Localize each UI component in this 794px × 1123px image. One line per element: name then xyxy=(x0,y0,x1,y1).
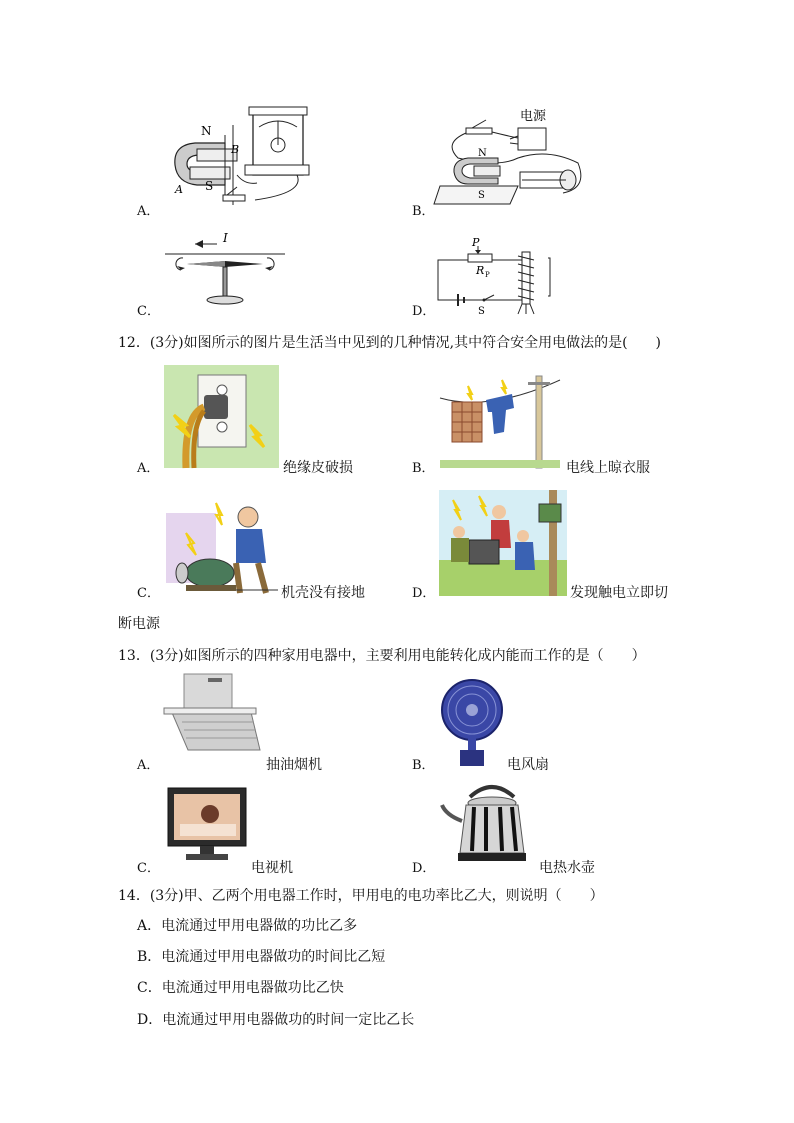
label-s: S xyxy=(478,306,485,317)
q14-stem: 14．(3分)甲、乙两个用电器工作时，甲用电的电功率比乙大，则说明（ ） xyxy=(118,888,604,904)
q12-caption-c: 机壳没有接地 xyxy=(281,585,365,601)
q13-caption-d: 电热水壶 xyxy=(539,860,595,876)
q11-option-a[interactable]: A． xyxy=(137,204,160,219)
q11-fig-d-electromagnet-diagram xyxy=(438,236,563,317)
q13-image-c-television xyxy=(166,786,248,864)
q12-caption-b: 电线上晾衣服 xyxy=(566,460,650,476)
q13-option-c[interactable]: C． xyxy=(137,861,160,876)
q13-caption-c: 电视机 xyxy=(251,860,293,876)
q12-image-d-cut-power xyxy=(439,490,567,596)
q11-fig-c-oersted-diagram xyxy=(165,228,290,313)
label-n: N xyxy=(201,124,212,138)
label-rp: R xyxy=(476,264,485,277)
q11-fig-b-motor-diagram xyxy=(438,108,588,213)
q13-option-a[interactable]: A． xyxy=(137,758,160,773)
label-s: S xyxy=(205,179,214,193)
q13-image-b-electric-fan xyxy=(438,676,508,768)
q14-choice-c[interactable]: C．电流通过甲用电器做功比乙快 xyxy=(137,980,344,996)
q14-choice-d[interactable]: D．电流通过甲用电器做功的时间一定比乙长 xyxy=(137,1012,415,1028)
label-a: A xyxy=(175,183,183,196)
label-b: B xyxy=(231,143,240,156)
q11-option-c[interactable]: C． xyxy=(137,304,160,319)
q12-option-d[interactable]: D． xyxy=(412,586,436,601)
label-power: 电源 xyxy=(520,109,547,124)
label-p: P xyxy=(472,236,480,249)
label-n: N xyxy=(478,148,487,159)
q13-option-b[interactable]: B． xyxy=(412,758,435,773)
q12-stem: 12．(3分)如图所示的图片是生活当中见到的几种情况,其中符合安全用电做法的是( ) xyxy=(118,335,662,351)
q12-image-c-ungrounded-machine xyxy=(166,493,278,596)
q13-stem: 13．(3分)如图所示的四种家用电器中，主要利用电能转化成内能而工作的是（ ） xyxy=(118,648,646,664)
q12-caption-a: 绝缘皮破损 xyxy=(283,460,353,476)
q12-image-b-clothes-on-wire xyxy=(440,372,560,468)
q13-caption-a: 抽油烟机 xyxy=(266,757,322,773)
q13-image-d-electric-kettle xyxy=(440,775,535,865)
q11-option-b[interactable]: B． xyxy=(412,204,435,219)
q12-option-b[interactable]: B． xyxy=(412,461,435,476)
q11-fig-a-generator-diagram xyxy=(165,105,315,210)
q13-image-a-range-hood xyxy=(160,670,265,766)
q12-image-a-damaged-plug xyxy=(164,365,279,468)
q12-caption-d-wrap: 断电源 xyxy=(118,616,160,632)
label-rp-sub: P xyxy=(485,271,490,279)
q13-option-d[interactable]: D． xyxy=(412,861,436,876)
label-current: I xyxy=(223,231,228,245)
q13-caption-b: 电风扇 xyxy=(507,757,549,773)
q12-option-a[interactable]: A． xyxy=(137,461,160,476)
q12-caption-d: 发现触电立即切 xyxy=(570,585,668,601)
q12-option-c[interactable]: C． xyxy=(137,586,160,601)
q11-option-d[interactable]: D． xyxy=(412,304,436,319)
q14-choice-a[interactable]: A．电流通过甲用电器做的功比乙多 xyxy=(137,918,358,934)
label-s: S xyxy=(478,190,485,201)
q14-choice-b[interactable]: B．电流通过甲用电器做功的时间比乙短 xyxy=(137,949,386,965)
